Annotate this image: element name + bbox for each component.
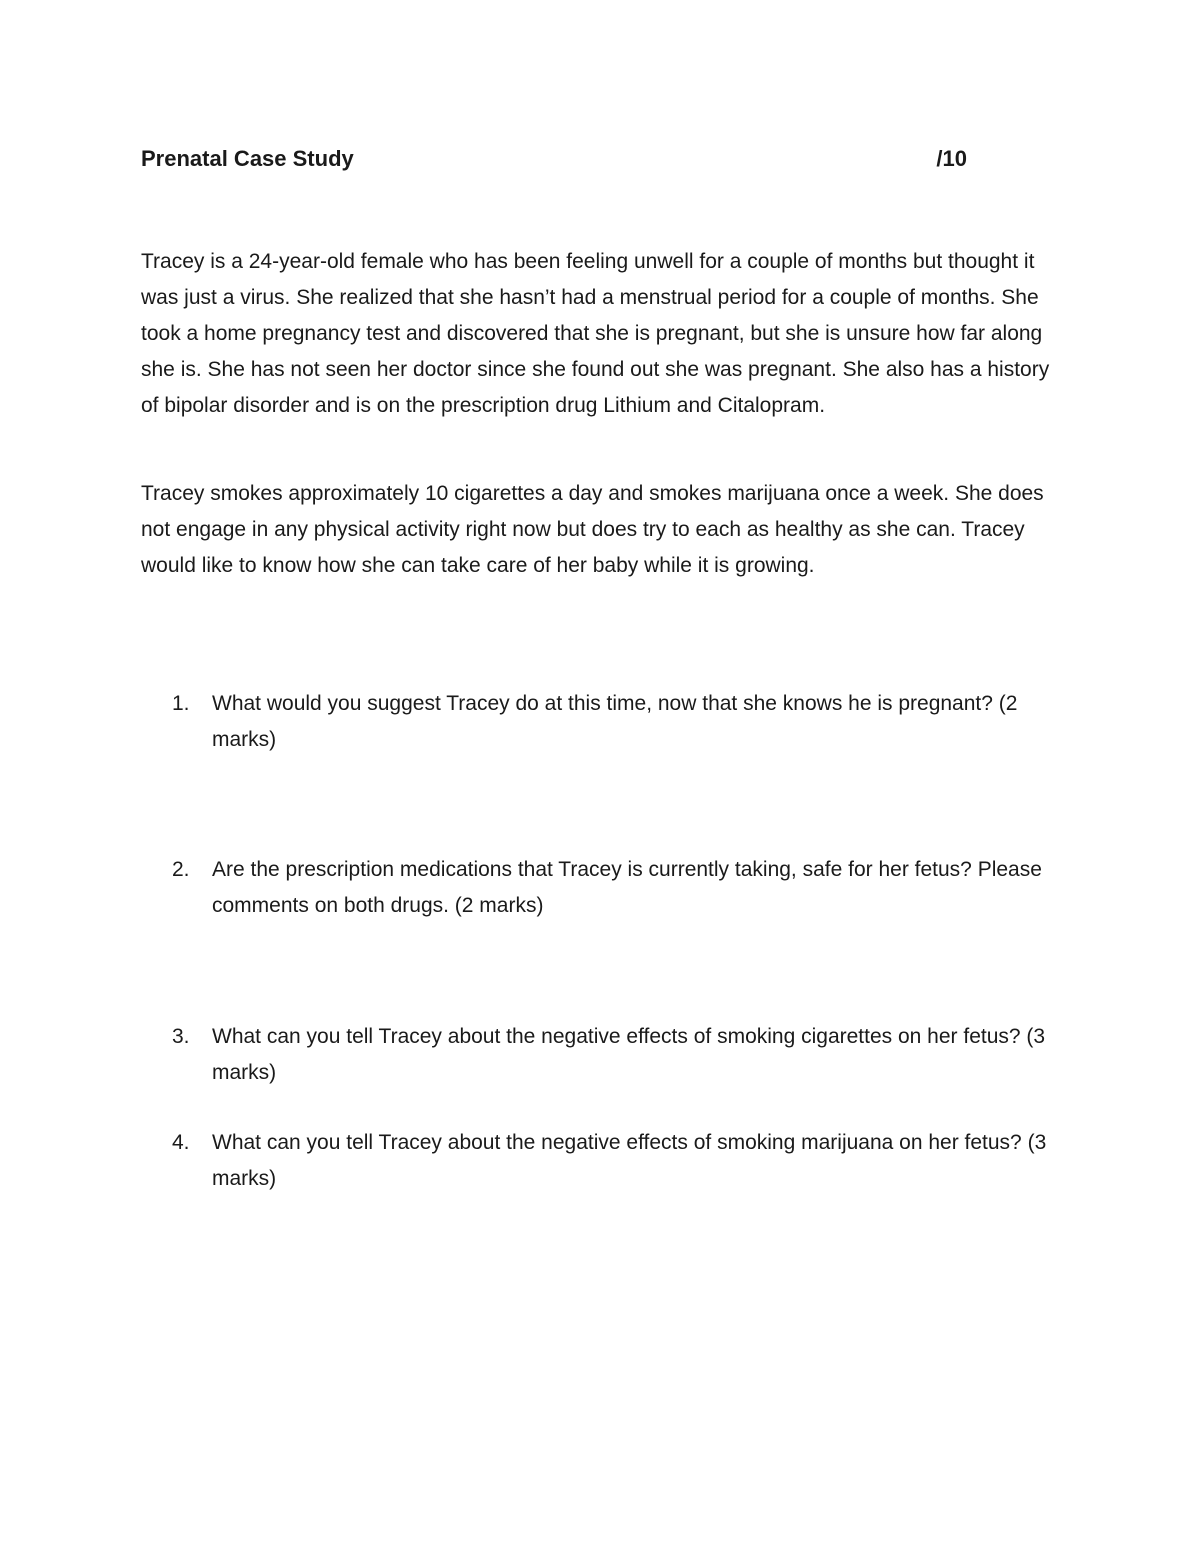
document-header [141,142,967,176]
question-number: 1. [172,692,190,715]
question-1 [172,686,1052,758]
question-2 [172,852,1052,924]
case-paragraph-1: Tracey is a 24-year-old female who has been feeling unwell for a couple of months but thought it was just a virus. She realized that she hasn’t had a menstrual period for a couple of months. She took a home pregnancy test and discovered that she is pregnant, but she is unsure how far along she is. She has not seen her doctor since she found out she was pregnant. She also has a history of bipolar disorder and is on the prescription drug Lithium and Citalopram. [141,250,1050,417]
question-text: What can you tell Tracey about the negative effects of smoking cigarettes on her fetus? (3 marks) [212,1025,1046,1084]
question-text: Are the prescription medications that Tracey is currently taking, safe for her fetus? Please comments on both drugs. (2 marks) [212,858,1042,917]
question-text: What can you tell Tracey about the negative effects of smoking marijuana on her fetus? (3 marks) [212,1131,1047,1190]
case-paragraph-2: Tracey smokes approximately 10 cigarettes a day and smokes marijuana once a week. She does not engage in any physical activity right now but does try to each as healthy as she can. Tracey would like to know how she can take care of her baby while it is growing. [141,482,1044,577]
document-title: Prenatal Case Study [141,146,354,171]
question-text: What would you suggest Tracey do at this time, now that she knows he is pregnant? (2 marks) [212,692,1018,751]
score-total: /10 [936,146,967,171]
question-4 [172,1125,1052,1197]
question-3 [172,1019,1052,1091]
question-number: 3. [172,1025,190,1048]
question-number: 4. [172,1131,190,1154]
question-number: 2. [172,858,190,881]
